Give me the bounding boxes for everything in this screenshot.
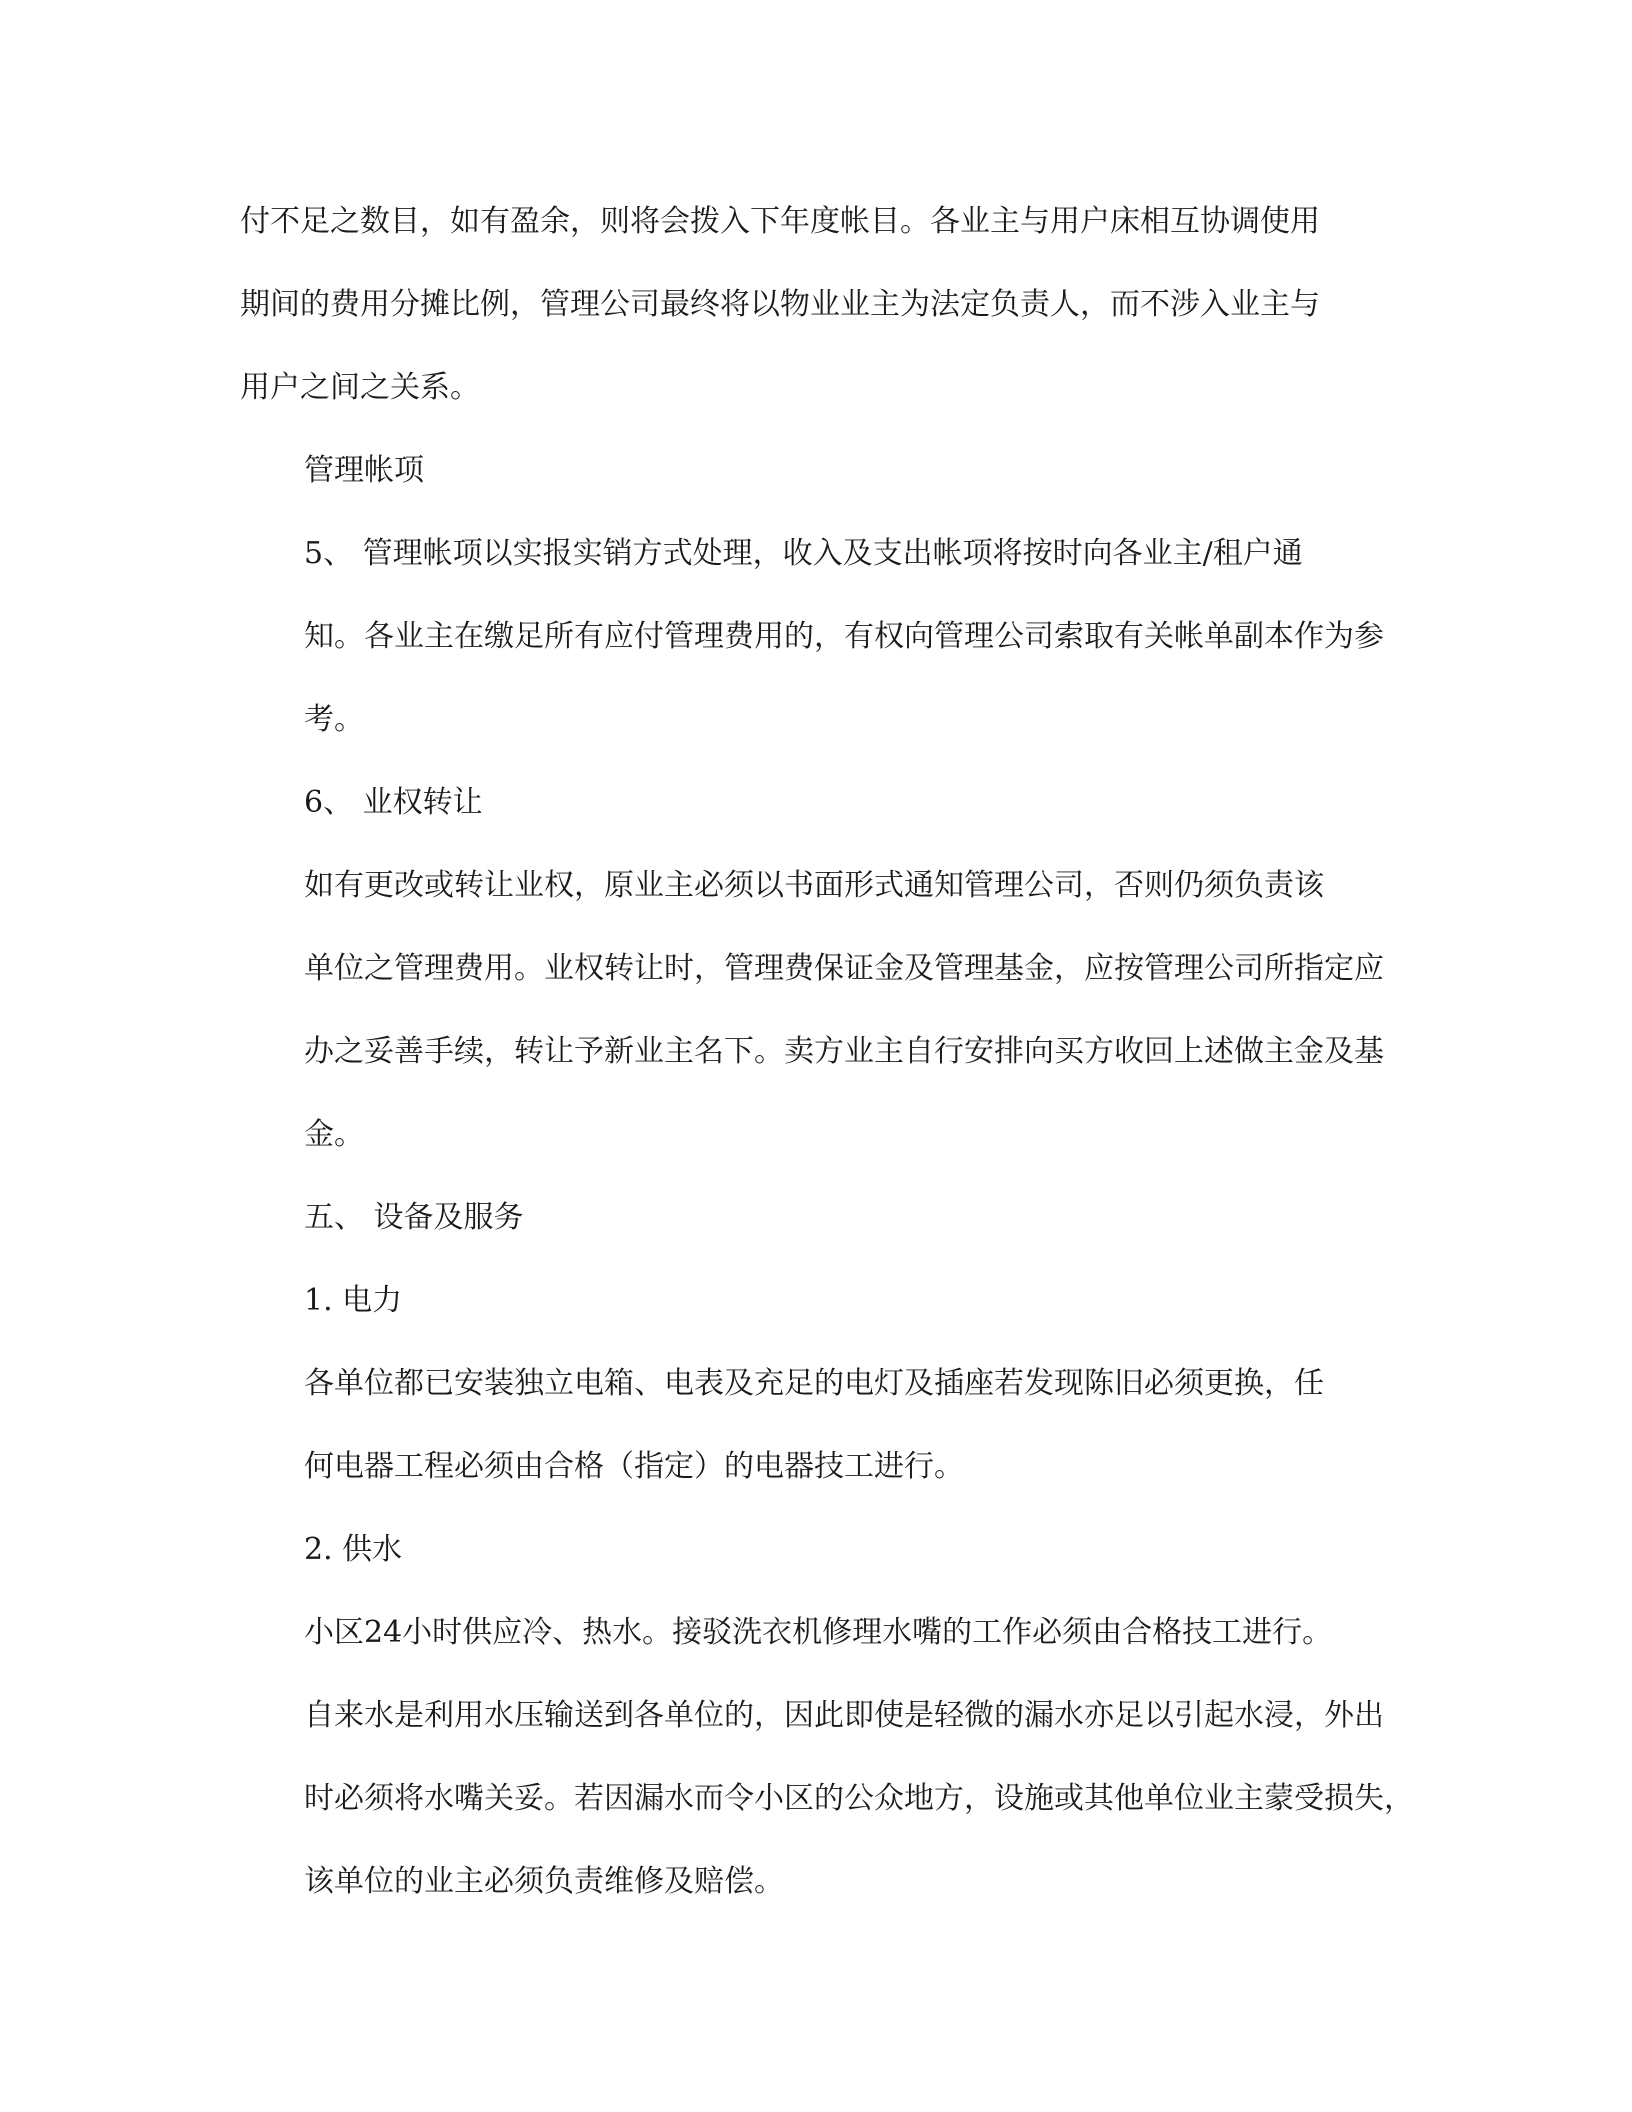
text-line: 各单位都已安装独立电箱、电表及充足的电灯及插座若发现陈旧必须更换，任 [304, 1366, 1324, 1401]
paragraph [240, 512, 1390, 761]
paragraph [240, 761, 1390, 844]
paragraph [240, 1176, 1390, 1259]
paragraph [240, 1508, 1390, 1591]
paragraph [240, 429, 1390, 512]
paragraph [240, 1591, 1414, 1923]
text-line: 用户之间之关系。 [240, 370, 480, 405]
text-line: 6、 业权转让 [304, 785, 483, 820]
text-line: 自来水是利用水压输送到各单位的，因此即使是轻微的漏水亦足以引起水浸，外出 [304, 1698, 1384, 1733]
document-body [240, 180, 1414, 1923]
paragraph [240, 180, 1390, 429]
text-line: 考。 [304, 702, 364, 737]
text-line: 期间的费用分摊比例，管理公司最终将以物业业主为法定负责人，而不涉入业主与 [240, 287, 1320, 322]
text-line: 何电器工程必须由合格（指定）的电器技工进行。 [304, 1449, 964, 1484]
text-line: 金。 [304, 1117, 364, 1152]
text-line: 五、 设备及服务 [304, 1200, 524, 1235]
text-line: 如有更改或转让业权，原业主必须以书面形式通知管理公司，否则仍须负责该 [304, 868, 1324, 903]
paragraph [240, 1259, 1390, 1342]
text-line: 单位之管理费用。业权转让时，管理费保证金及管理基金，应按管理公司所指定应 [304, 951, 1384, 986]
text-line: 办之妥善手续，转让予新业主名下。卖方业主自行安排向买方收回上述做主金及基 [304, 1034, 1384, 1069]
text-line: 小区24小时供应冷、热水。接驳洗衣机修理水嘴的工作必须由合格技工进行。 [304, 1615, 1333, 1650]
text-line: 时必须将水嘴关妥。若因漏水而令小区的公众地方，设施或其他单位业主蒙受损失， [304, 1781, 1414, 1816]
text-line: 2. 供水 [304, 1532, 403, 1567]
paragraph [240, 1342, 1390, 1508]
text-line: 知。各业主在缴足所有应付管理费用的，有权向管理公司索取有关帐单副本作为参 [304, 619, 1384, 654]
text-line: 5、 管理帐项以实报实销方式处理，收入及支出帐项将按时向各业主/租户通 [304, 536, 1303, 571]
text-line: 1. 电力 [304, 1283, 403, 1318]
paragraph [240, 844, 1390, 1176]
text-line: 该单位的业主必须负责维修及赔偿。 [304, 1864, 784, 1899]
text-line: 付不足之数目，如有盈余，则将会拨入下年度帐目。各业主与用户床相互协调使用 [240, 204, 1320, 239]
text-line: 管理帐项 [304, 453, 424, 488]
